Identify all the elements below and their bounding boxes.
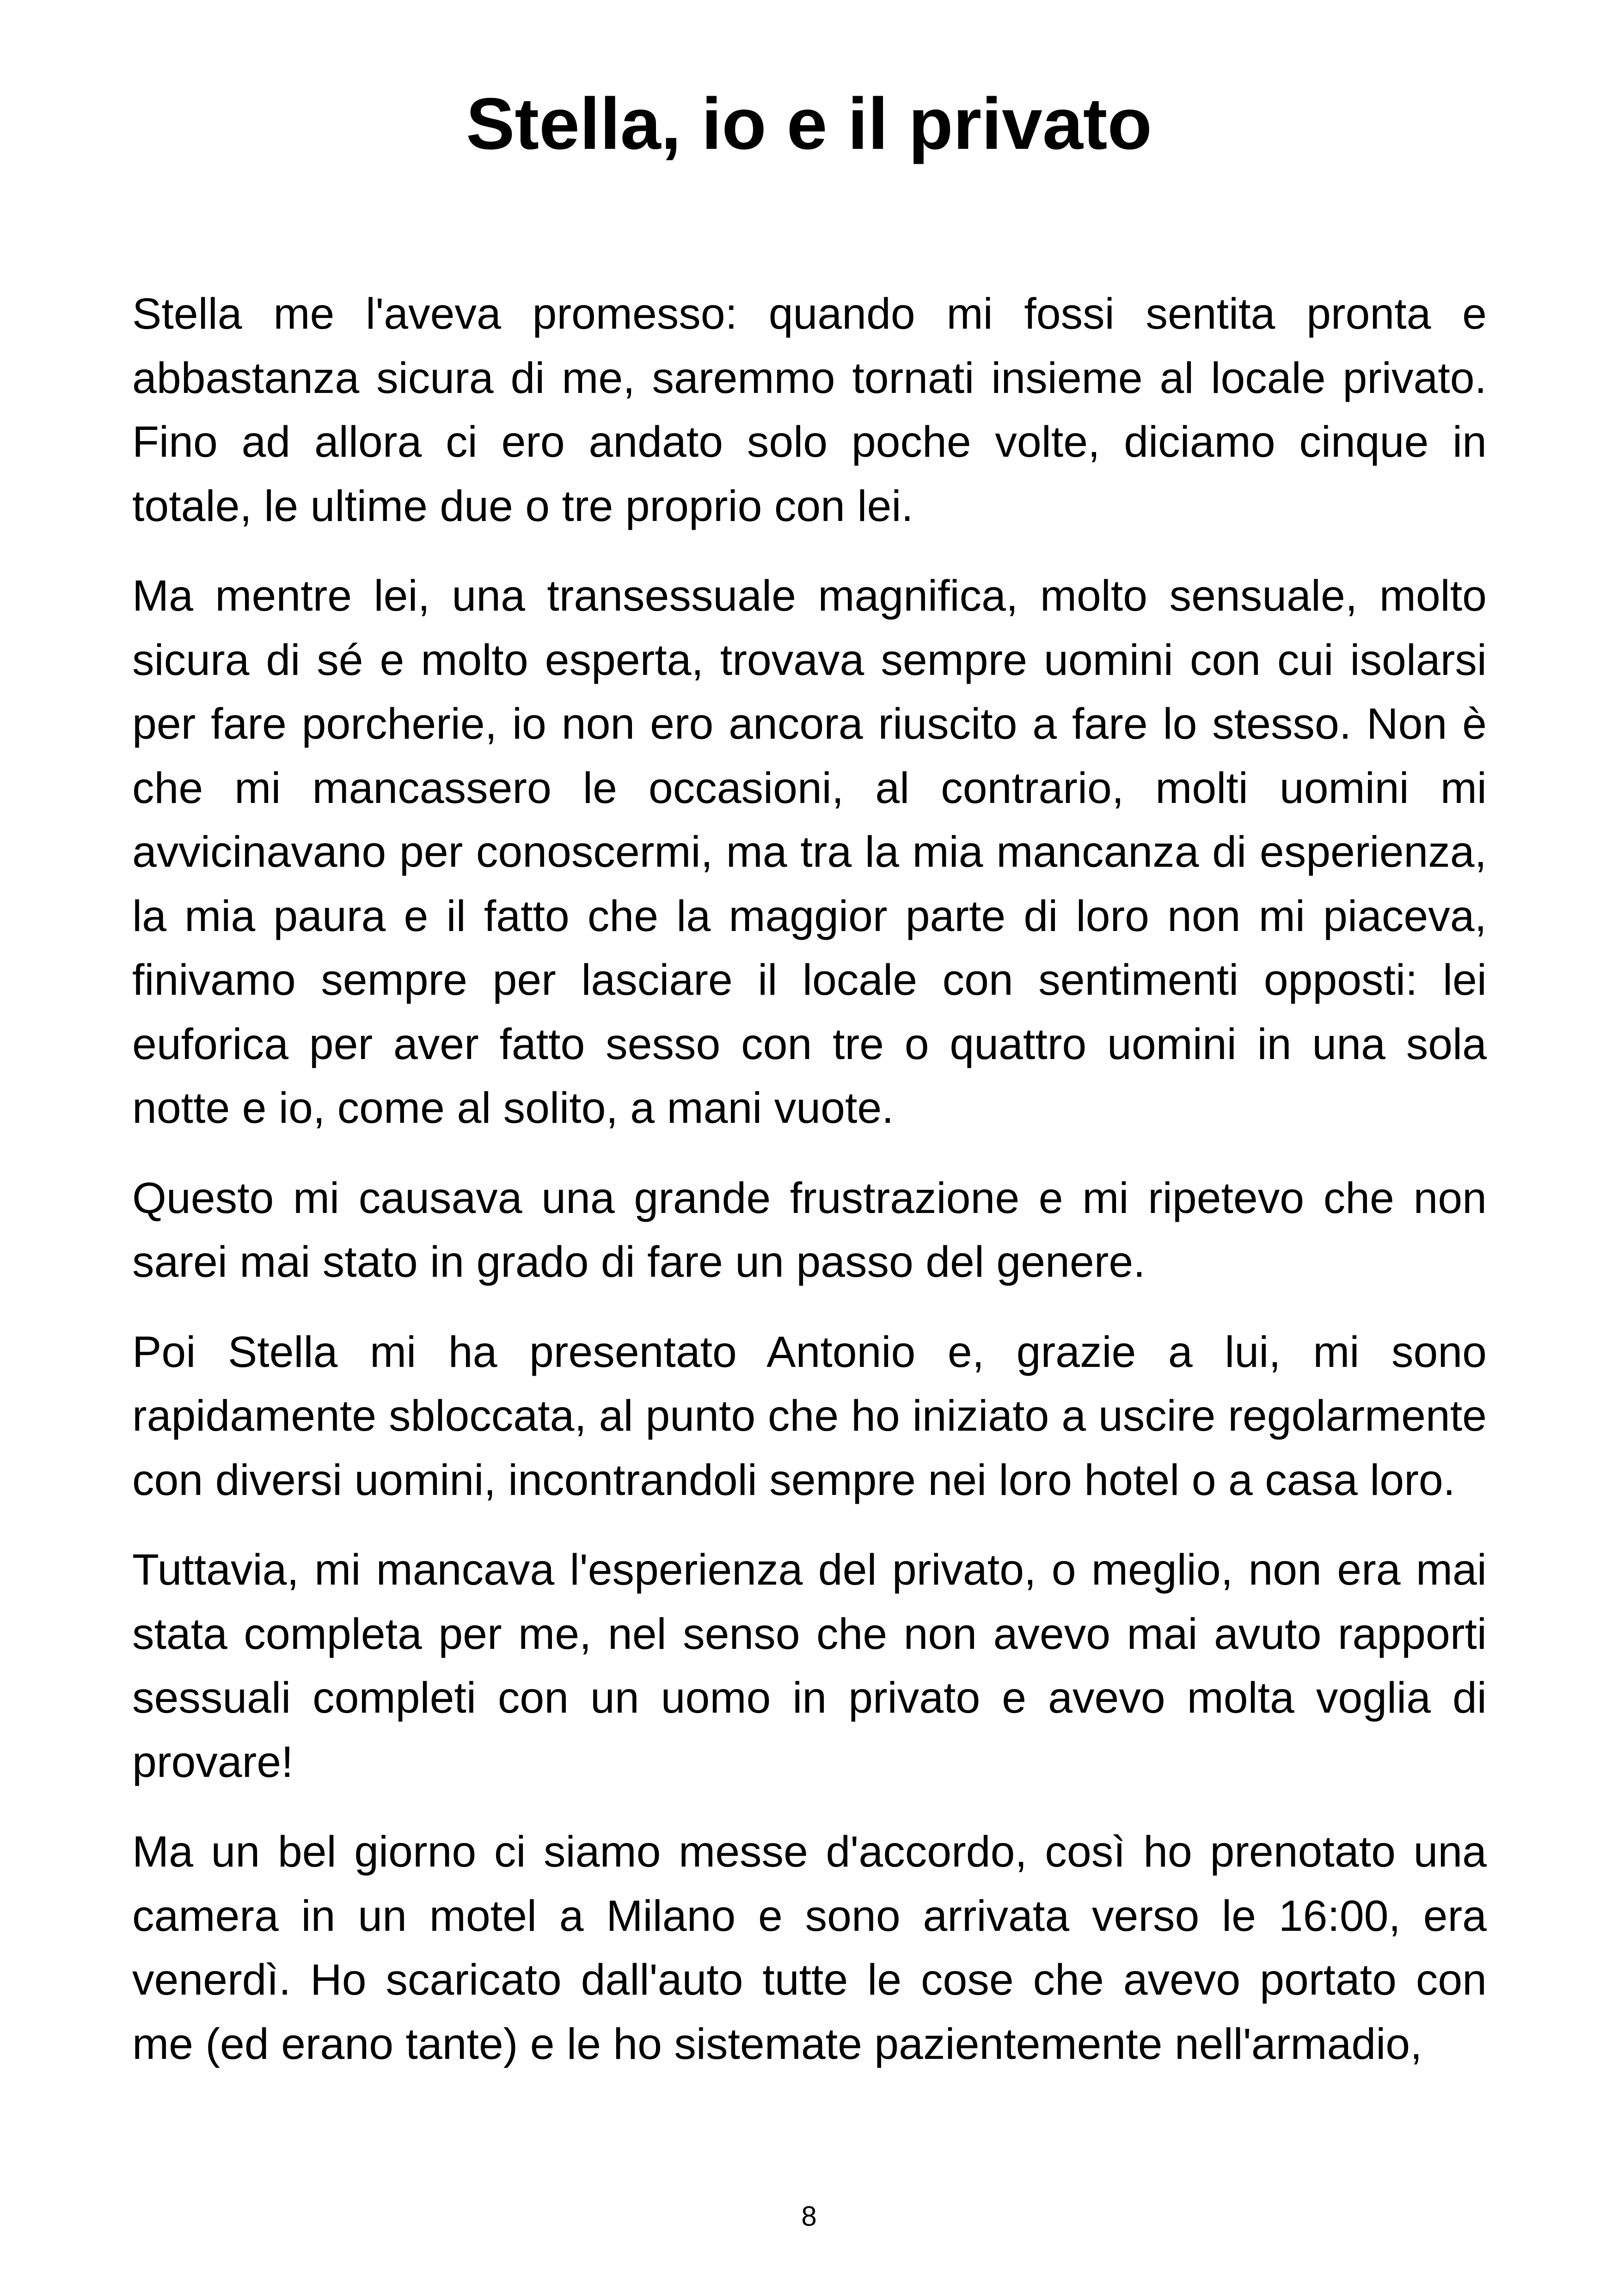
chapter-title: Stella, io e il privato xyxy=(466,83,1152,165)
paragraph-4: Poi Stella mi ha presentato Antonio e, grazie a lui, mi sono rapidamente sbloccata, al punto che ho iniziato a uscire regolarmente con diversi uomini, incontrandoli sempre nei loro hotel o a casa loro. xyxy=(132,1327,1487,1505)
page-number: 8 xyxy=(801,2201,817,2232)
paragraph-3: Questo mi causava una grande frustrazione e mi ripetevo che non sarei mai stato in grado di fare un passo del genere. xyxy=(132,1173,1487,1286)
paragraph-1: Stella me l'aveva promesso: quando mi fossi sentita pronta e abbastanza sicura di me, saremmo tornati insieme al locale privato. Fino ad allora ci ero andato solo poche volte, diciamo cinque in totale, le ultime due o tre proprio con lei. xyxy=(132,289,1487,531)
paragraph-6: Ma un bel giorno ci siamo messe d'accordo, così ho prenotato una camera in un motel a Milano e sono arrivata verso le 16:00, era venerdì. Ho scaricato dall'auto tutte le cose che avevo portato con me (ed erano tante) e le ho sistemate pazientemente nell'armadio, xyxy=(132,1827,1487,2069)
body-text xyxy=(132,282,1487,2102)
paragraph-5: Tuttavia, mi mancava l'esperienza del privato, o meglio, non era mai stata completa per me, nel senso che non avevo mai avuto rapporti sessuali completi con un uomo in privato e avevo molta voglia di provare! xyxy=(132,1545,1487,1787)
paragraph-2: Ma mentre lei, una transessuale magnifica, molto sensuale, molto sicura di sé e molto esperta, trovava sempre uomini con cui isolarsi per fare porcherie, io non ero ancora riuscito a fare lo stesso. Non è che mi mancassero le occasioni, al contrario, molti uomini mi avvicinavano per conoscermi, ma tra la mia mancanza di esperienza, la mia paura e il fatto che la maggior parte di loro non mi piaceva, finivamo sempre per lasciare il locale con sentimenti opposti: lei euforica per aver fatto sesso con tre o quattro uomini in una sola notte e io, come al solito, a mani vuote. xyxy=(132,571,1487,1133)
